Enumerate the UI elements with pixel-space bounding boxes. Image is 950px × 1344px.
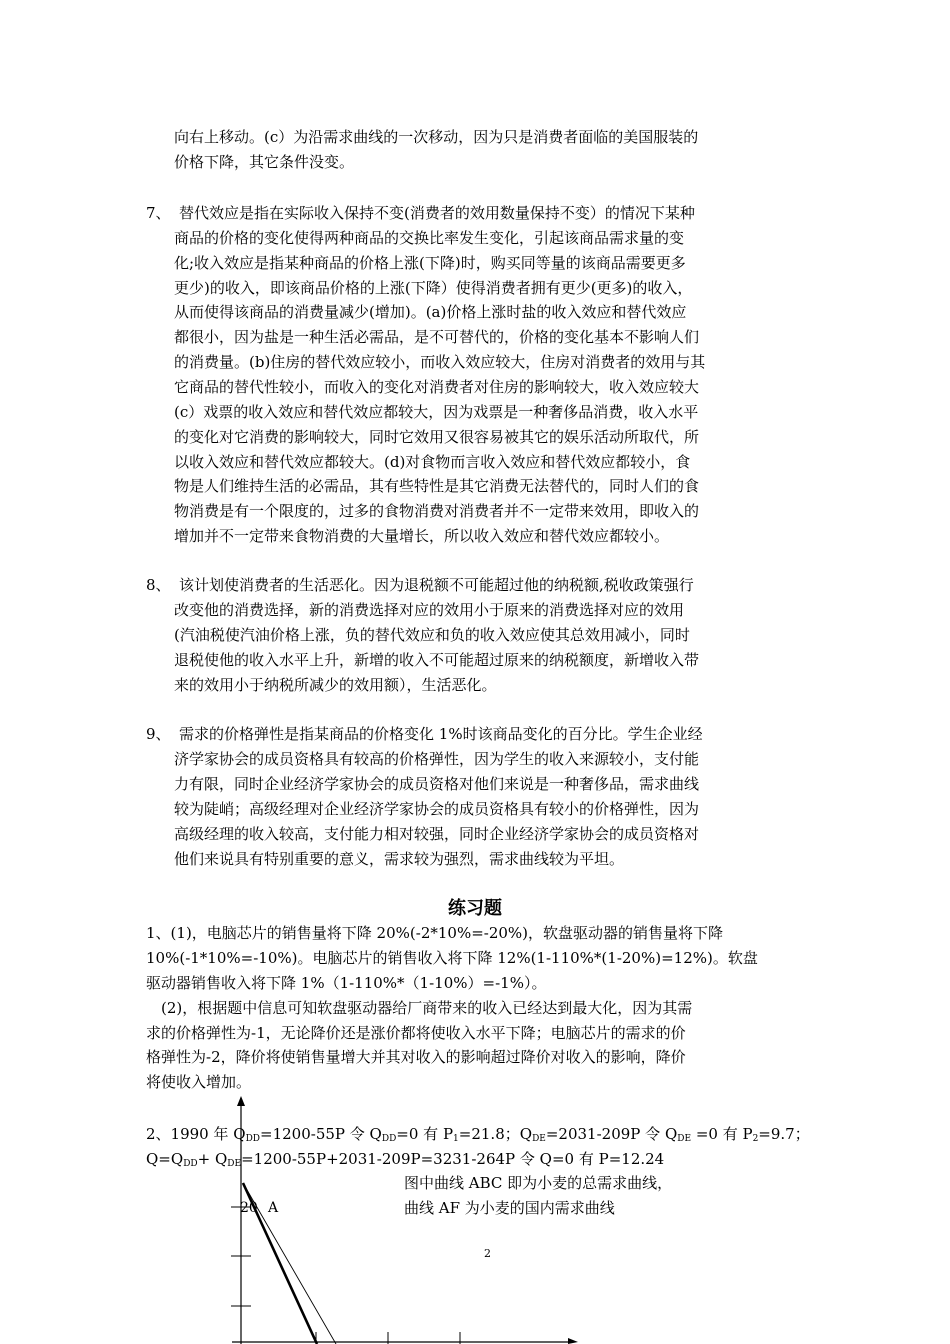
total-demand-equation: =1200-55P+2031-209P=3231-264P 令 Q=0 有 P=12.24 xyxy=(241,1150,665,1168)
item-8-line: (汽油税使汽油价格上涨，负的替代效应和负的收入效应使其总效用减小，同时 xyxy=(174,626,690,644)
item-7-line: 物消费是有一个限度的，过多的食物消费对消费者并不一定带来效用，即收入的 xyxy=(174,502,700,520)
item-8-line: 来的效用小于纳税所减少的效用额），生活恶化。 xyxy=(174,676,497,694)
p-symbol: P xyxy=(742,1125,753,1143)
q-symbol: Q xyxy=(214,1150,228,1168)
p-symbol: P xyxy=(442,1125,454,1143)
item-7-number: 7、 xyxy=(146,204,171,222)
q-symbol: Q xyxy=(519,1125,533,1143)
item-7-line: 从而使得该商品的消费量减少(增加)。(a)价格上涨时盐的收入效应和替代效应 xyxy=(174,303,687,321)
item-8-line: 该计划使消费者的生活恶化。因为退税额不可能超过他的纳税额,税收政策强行 xyxy=(179,576,694,594)
y-tick-label-20: 20 xyxy=(240,1200,258,1216)
item-9-number: 9、 xyxy=(146,725,171,743)
subscript-dd: DD xyxy=(183,1159,198,1169)
exercise-1-line: 1、(1)，电脑芯片的销售量将下降 20%(-2*10%=-20%)，软盘驱动器的销售量将下降 xyxy=(146,924,724,942)
exercise-1-line: 求的价格弹性为-1，无论降价还是涨价都将使收入水平下降；电脑芯片的需求的价 xyxy=(146,1024,686,1042)
subscript-dd: DD xyxy=(381,1134,397,1144)
exercise-1-line: 将使收入增加。 xyxy=(146,1073,252,1091)
exercise-1-line: 10%(-1*10%=-10%)。电脑芯片的销售收入将下降 12%(1-110%*(1-20%)=12%)。软盘 xyxy=(146,949,758,967)
subscript-de: DE xyxy=(532,1134,546,1144)
q-symbol: Q xyxy=(369,1125,382,1143)
item-9-line: 力有限，同时企业经济学家协会的成员资格对他们来说是一种奢侈品，需求曲线 xyxy=(174,775,700,793)
equation-text: Q= xyxy=(146,1150,171,1168)
item-7-line: (c）戏票的收入效应和替代效应都较大，因为戏票是一种奢侈品消费，收入水平 xyxy=(174,403,699,421)
item-9-line: 需求的价格弹性是指某商品的价格变化 1%时该商品变化的百分比。学生企业经 xyxy=(179,725,703,743)
subscript-dd: DD xyxy=(245,1134,261,1144)
continuation-line-1: 向右上移动。(c）为沿需求曲线的一次移动，因为只是消费者面临的美国服装的 xyxy=(174,128,699,146)
p1-value: =21.8； xyxy=(458,1125,520,1143)
item-8-line: 退税使他的收入水平上升，新增的收入不可能超过原来的纳税额度，新增收入带 xyxy=(174,651,700,669)
item-7-line: 商品的价格的变化使得两种商品的交换比率发生变化，引起该商品需求量的变 xyxy=(174,229,685,247)
item-7-line: 化;收入效应是指某种商品的价格上涨(下降)时，购买同等量的该商品需要更多 xyxy=(174,254,686,272)
item-7-line: 它商品的替代性较小，而收入的变化对消费者对住房的影响较大，收入效应较大 xyxy=(174,378,700,396)
item-7-line: 更少)的收入，即该商品价格的上涨(下降）使得消费者拥有更少(更多)的收入， xyxy=(174,279,693,297)
subscript-de: DE xyxy=(227,1159,242,1169)
y-axis-arrow xyxy=(237,1096,245,1106)
exercise-1-line: 格弹性为-2，降价将使销售量增大并其对收入的影响超过降价对收入的影响，降价 xyxy=(146,1048,686,1066)
item-9-line: 济学家协会的成员资格具有较高的价格弹性，因为学生的收入来源较小，支付能 xyxy=(174,750,700,768)
item-7-line: 的消费量。(b)住房的替代效应较小，而收入效应较大，住房对消费者的效用与其 xyxy=(174,353,706,371)
subscript-2: 2 xyxy=(752,1134,759,1144)
export-demand-equation: =2031-209P 令 xyxy=(545,1125,665,1143)
exercises-heading: 练习题 xyxy=(448,898,502,919)
q2-prefix: 2、1990 年 xyxy=(146,1125,234,1143)
domestic-demand-equation: =1200-55P 令 xyxy=(260,1125,370,1143)
exercise-2-line-1 xyxy=(146,1122,810,1146)
continuation-line-2: 价格下降，其它条件没变。 xyxy=(174,153,355,171)
item-7-line: 物是人们维持生活的必需品，其有些特性是其它消费无法替代的，同时人们的食 xyxy=(174,477,700,495)
subscript-de: DE xyxy=(677,1134,692,1144)
x-axis-arrow xyxy=(568,1338,578,1344)
equation-text: + xyxy=(197,1150,215,1168)
item-7-line: 替代效应是指在实际收入保持不变(消费者的效用数量保持不变）的情况下某种 xyxy=(179,204,695,222)
point-a-label: A xyxy=(268,1200,279,1216)
item-7-line: 增加并不一定带来食物消费的大量增长，所以收入效应和替代效应都较小。 xyxy=(174,527,670,545)
q-symbol: Q xyxy=(170,1150,184,1168)
q-symbol: Q xyxy=(233,1125,246,1143)
item-8-number: 8、 xyxy=(146,576,171,594)
equation-text: =0 有 xyxy=(396,1125,443,1143)
item-7-line: 都很小，因为盐是一种生活必需品，是不可替代的，价格的变化基本不影响人们 xyxy=(174,328,700,346)
graph-caption-line-2: 曲线 AF 为小麦的国内需求曲线 xyxy=(404,1199,615,1217)
item-9-line: 较为陡峭；高级经理对企业经济学家协会的成员资格具有较小的价格弹性，因为 xyxy=(174,800,700,818)
item-8-line: 改变他的消费选择，新的消费选择对应的效用小于原来的消费选择对应的效用 xyxy=(174,601,685,619)
exercise-1-line: 驱动器销售收入将下降 1%（1-110%*（1-10%）=-1%）。 xyxy=(146,974,547,992)
item-9-line: 他们来说具有特别重要的意义，需求较为强烈，需求曲线较为平坦。 xyxy=(174,850,625,868)
item-7-line: 以收入效应和替代效应都较大。(d)对食物而言收入效应和替代效应都较小，食 xyxy=(174,453,691,471)
p2-value: =9.7； xyxy=(758,1125,810,1143)
equation-text: =0 有 xyxy=(691,1125,743,1143)
page-number: 2 xyxy=(484,1247,491,1260)
item-9-line: 高级经理的收入较高，支付能力相对较强，同时企业经济学家协会的成员资格对 xyxy=(174,825,700,843)
graph-caption-line-1: 图中曲线 ABC 即为小麦的总需求曲线， xyxy=(404,1174,673,1192)
item-7-line: 的变化对它消费的影响较大，同时它效用又很容易被其它的娱乐活动所取代，所 xyxy=(174,428,700,446)
exercise-2-line-2 xyxy=(146,1147,664,1171)
exercise-1-line: (2)，根据题中信息可知软盘驱动器给厂商带来的收入已经达到最大化，因为其需 xyxy=(146,999,693,1017)
q-symbol: Q xyxy=(664,1125,678,1143)
subscript-1: 1 xyxy=(453,1134,459,1144)
